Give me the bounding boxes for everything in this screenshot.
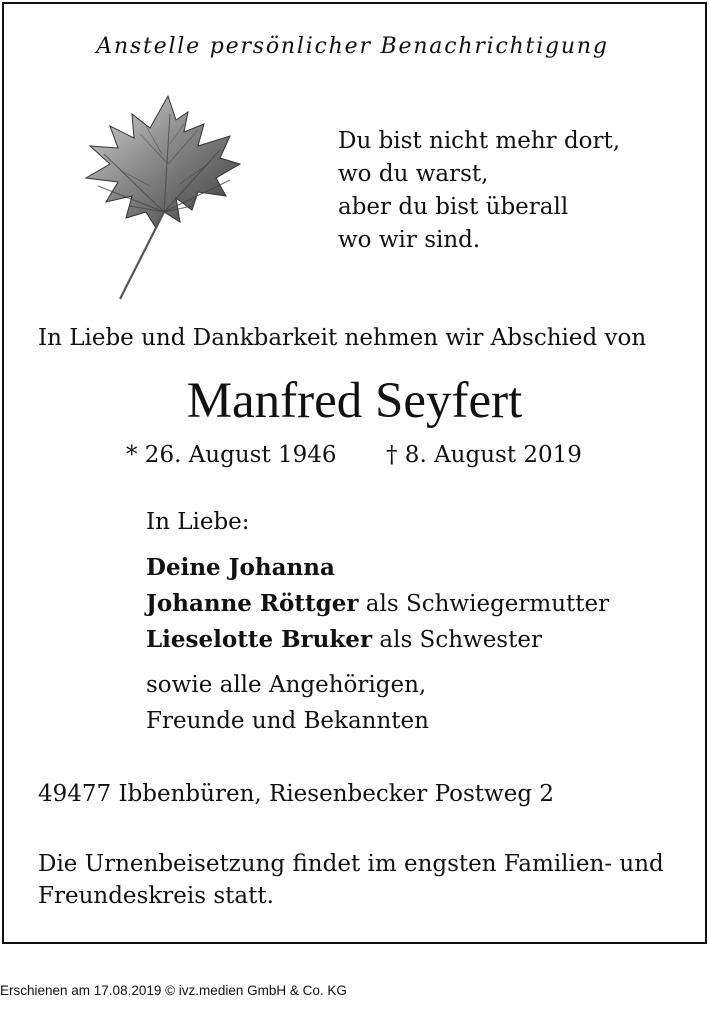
poem-line: Du bist nicht mehr dort, xyxy=(338,128,621,154)
poem-line: wo du warst, xyxy=(338,161,489,187)
death-date: † 8. August 2019 xyxy=(386,442,582,468)
heading: Anstelle persönlicher Benachrichtigung xyxy=(96,34,609,59)
mourner-row xyxy=(146,586,609,622)
others-line: sowie alle Angehörigen, xyxy=(146,672,427,698)
mourner-row xyxy=(146,550,609,586)
maple-leaf-icon xyxy=(80,94,242,302)
address: 49477 Ibbenbüren, Riesenbecker Postweg 2 xyxy=(38,781,554,807)
birth-date: * 26. August 1946 xyxy=(126,442,337,468)
mourner-name: Lieselotte Bruker xyxy=(146,626,373,653)
others-list xyxy=(146,667,429,739)
intro-text: In Liebe und Dankbarkeit nehmen wir Abschied von xyxy=(38,325,647,351)
burial-notice xyxy=(38,848,664,912)
publication-footer: Erschienen am 17.08.2019 © ivz.medien GmbH & Co. KG xyxy=(0,983,347,998)
mourner-name: Johanne Röttger xyxy=(146,590,359,617)
mourner-relation: als Schwester xyxy=(379,627,542,653)
others-line: Freunde und Bekannten xyxy=(146,708,429,734)
notice-line: Die Urnenbeisetzung findet im engsten Familien- und xyxy=(38,851,664,877)
notice-line: Freundeskreis statt. xyxy=(38,883,274,909)
mourners-list xyxy=(146,550,609,658)
poem-line: wo wir sind. xyxy=(338,227,481,253)
mourner-row xyxy=(146,622,609,658)
poem xyxy=(338,125,620,257)
mourner-relation: als Schwiegermutter xyxy=(365,591,610,617)
mourners-label: In Liebe: xyxy=(146,509,250,535)
mourner-name: Deine Johanna xyxy=(146,554,335,581)
deceased-name: Manfred Seyfert xyxy=(186,373,523,429)
poem-line: aber du bist überall xyxy=(338,194,569,220)
